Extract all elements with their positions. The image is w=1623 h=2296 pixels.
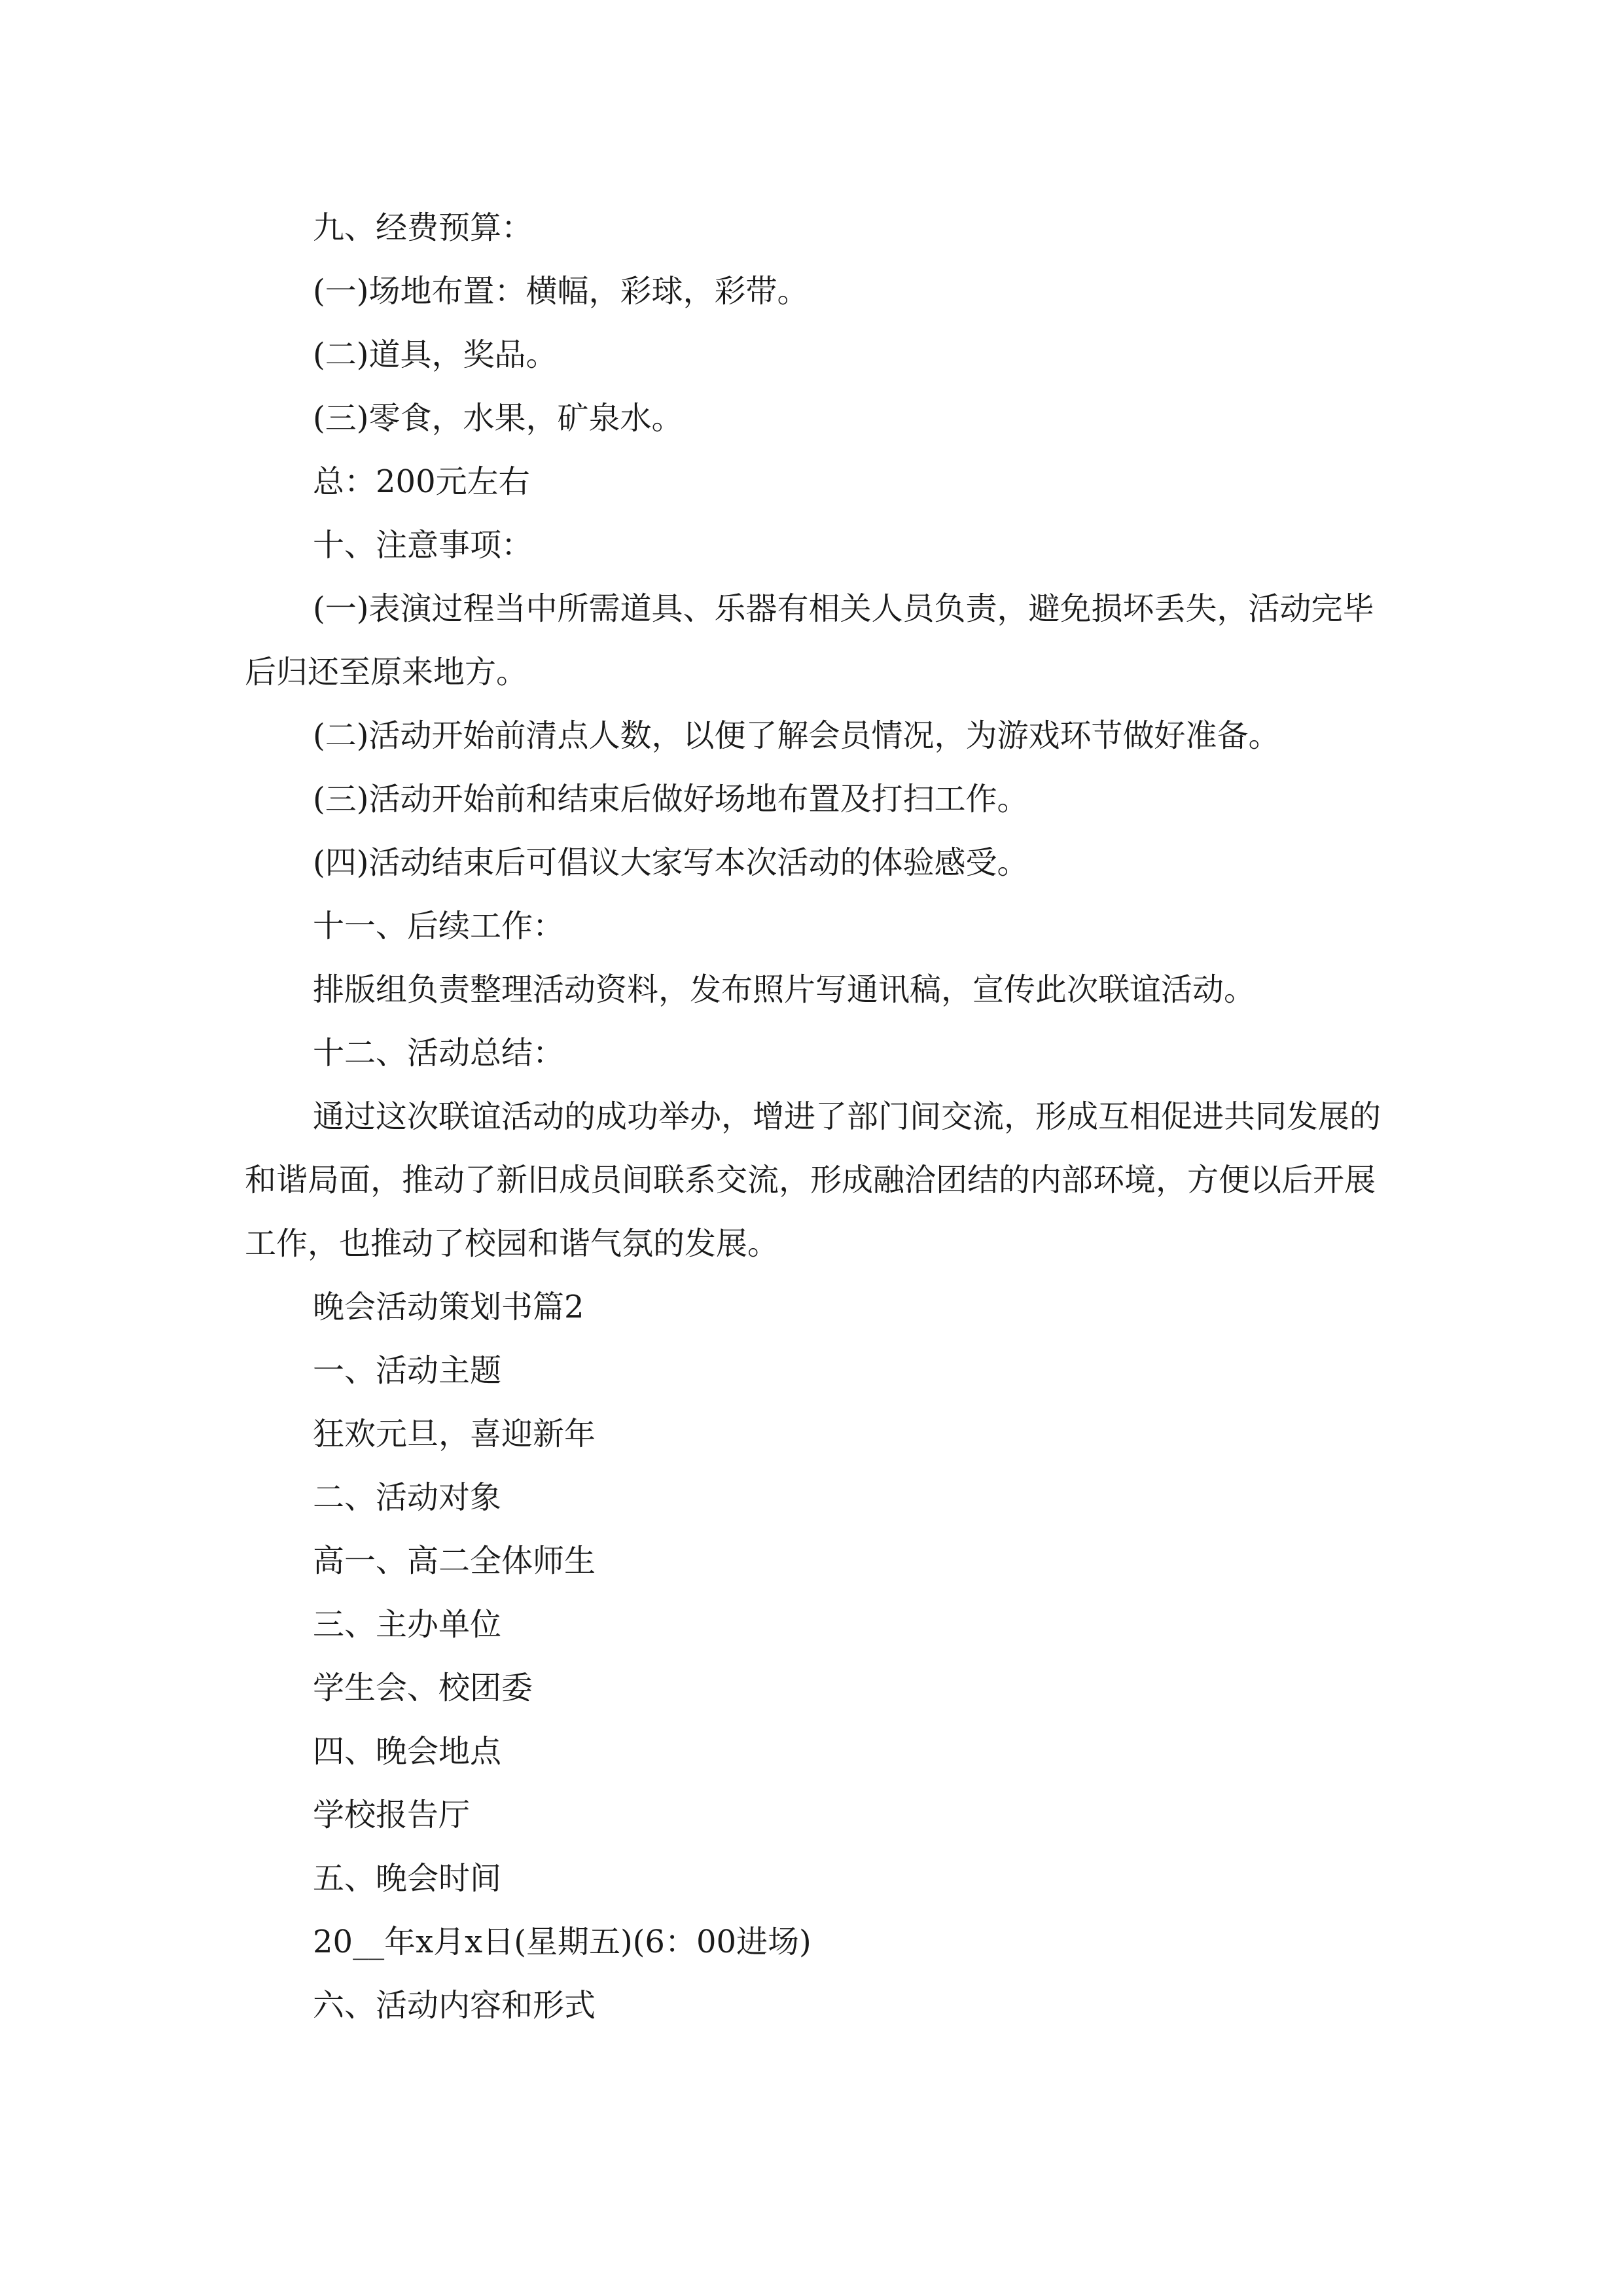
- note-item-3: (三)活动开始前和结束后做好场地布置及打扫工作。: [313, 781, 1029, 817]
- venue-text: 学校报告厅: [313, 1797, 471, 1833]
- note-item-4: (四)活动结束后可倡议大家写本次活动的体验感受。: [313, 844, 1029, 881]
- heading-venue: 四、晚会地点: [313, 1733, 502, 1770]
- budget-item-2: (二)道具，奖品。: [313, 336, 558, 373]
- section-title-part-2: 晚会活动策划书篇2: [313, 1289, 584, 1325]
- heading-follow-up: 十一、后续工作：: [313, 908, 565, 944]
- heading-summary: 十二、活动总结：: [313, 1035, 565, 1071]
- heading-organizer: 三、主办单位: [313, 1606, 502, 1643]
- heading-audience: 二、活动对象: [313, 1479, 502, 1516]
- heading-budget: 九、经费预算：: [313, 209, 533, 246]
- heading-theme: 一、活动主题: [313, 1352, 502, 1389]
- budget-item-1: (一)场地布置：横幅，彩球，彩带。: [313, 273, 809, 310]
- budget-total: 总：200元左右: [313, 463, 530, 500]
- time-text: 20__年x月x日(星期五)(6：00进场): [313, 1924, 812, 1960]
- organizer-text: 学生会、校团委: [313, 1670, 533, 1706]
- audience-text: 高一、高二全体师生: [313, 1543, 596, 1579]
- heading-content-form: 六、活动内容和形式: [313, 1987, 596, 2024]
- heading-notes: 十、注意事项：: [313, 527, 533, 564]
- heading-time: 五、晚会时间: [313, 1860, 502, 1897]
- note-item-1: (一)表演过程当中所需道具、乐器有相关人员负责，避免损坏丢失，活动完毕后归还至原来地方。: [245, 590, 1374, 691]
- note-item-2: (二)活动开始前清点人数，以便了解会员情况，为游戏环节做好准备。: [313, 717, 1280, 754]
- summary-text: 通过这次联谊活动的成功举办，增进了部门间交流，形成互相促进共同发展的和谐局面，推动了新旧成员间联系交流，形成融洽团结的内部环境，方便以后开展工作，也推动了校园和谐气氛的发展。: [245, 1098, 1382, 1262]
- follow-up-text: 排版组负责整理活动资料，发布照片写通讯稿，宣传此次联谊活动。: [313, 971, 1256, 1008]
- budget-item-3: (三)零食，水果，矿泉水。: [313, 400, 683, 437]
- theme-text: 狂欢元旦，喜迎新年: [313, 1416, 596, 1452]
